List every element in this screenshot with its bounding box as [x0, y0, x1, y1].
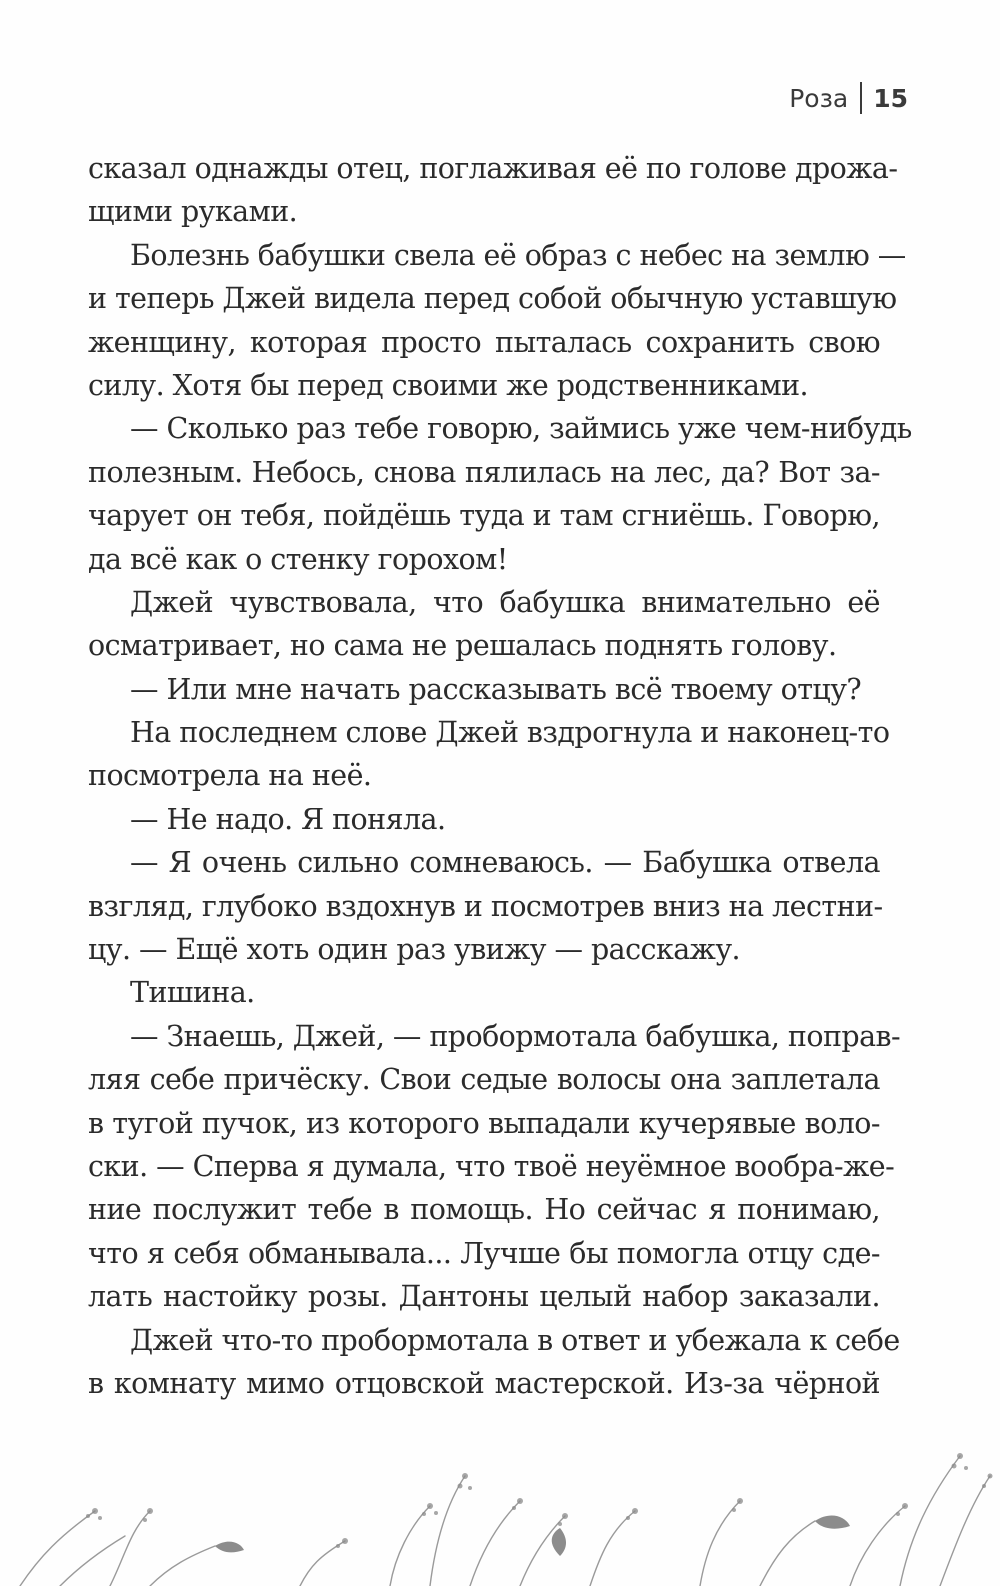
text-line: чарует он тебя, пойдёшь туда и там сгниёшь. Говорю,	[88, 499, 880, 533]
text-line: сказал однажды отец, поглаживая её по голове дрожа-	[88, 152, 898, 185]
text-line: ляя себе причёску. Свои седые волосы она заплетала	[88, 1063, 880, 1097]
text-line: ски. — Сперва я думала, что твоё неуёмное вообра-же-	[88, 1149, 895, 1183]
text-line: посмотрела на неё.	[88, 759, 372, 793]
text-line: да всё как о стенку горохом!	[88, 542, 508, 576]
text-line: Тишина.	[130, 976, 255, 1010]
text-line: взгляд, глубоко вздохнув и посмотрев вниз на лестни-	[88, 889, 883, 923]
text-line: силу. Хотя бы перед своими же родственниками.	[88, 368, 809, 402]
text-line: Джей чувствовала, что бабушка внимательно её	[130, 585, 880, 619]
text-line: осматривает, но сама не решалась поднять голову.	[88, 629, 837, 663]
text-line: На последнем слове Джей вздрогнула и наконец-то	[130, 716, 890, 750]
text-line: что я себя обманывала... Лучше бы помогла отцу сде-	[88, 1236, 880, 1270]
text-line: — Не надо. Я поняла.	[130, 802, 446, 836]
text-line: щими руками.	[88, 195, 298, 229]
text-line: Болезнь бабушки свела её образ с небес на землю —	[130, 238, 906, 272]
text-line: лать настойку розы. Дантоны целый набор заказали.	[88, 1280, 880, 1314]
text-line: и теперь Джей видела перед собой обычную уставшую	[88, 282, 897, 316]
text-line: — Или мне начать рассказывать всё твоему отцу?	[130, 672, 862, 706]
text-line: в тугой пучок, из которого выпадали кучерявые воло-	[88, 1106, 880, 1140]
text-line: ние послужит тебе в помощь. Но сейчас я понимаю,	[88, 1193, 880, 1227]
text-line: в комнату мимо отцовской мастерской. Из-за чёрной	[88, 1366, 880, 1400]
text-line: — Я очень сильно сомневаюсь. — Бабушка отвела	[130, 846, 880, 880]
text-line: Джей что-то пробормотала в ответ и убежала к себе	[130, 1323, 900, 1357]
page-number: 15	[873, 83, 908, 113]
chapter-title: Роза	[789, 83, 849, 113]
text-line: цу. — Ещё хоть один раз увижу — расскажу.	[88, 933, 741, 967]
plants-illustration	[0, 1416, 1000, 1586]
text-line: женщину, которая просто пыталась сохранить свою	[88, 325, 880, 359]
text-line: — Знаешь, Джей, — пробормотала бабушка, поправ-	[130, 1019, 901, 1053]
body-text	[88, 147, 912, 1405]
text-line: — Сколько раз тебе говорю, займись уже чем-нибудь	[130, 412, 912, 446]
running-head	[789, 80, 908, 116]
text-line: полезным. Небось, снова пялилась на лес, да? Вот за-	[88, 455, 880, 489]
header-divider	[860, 82, 862, 114]
